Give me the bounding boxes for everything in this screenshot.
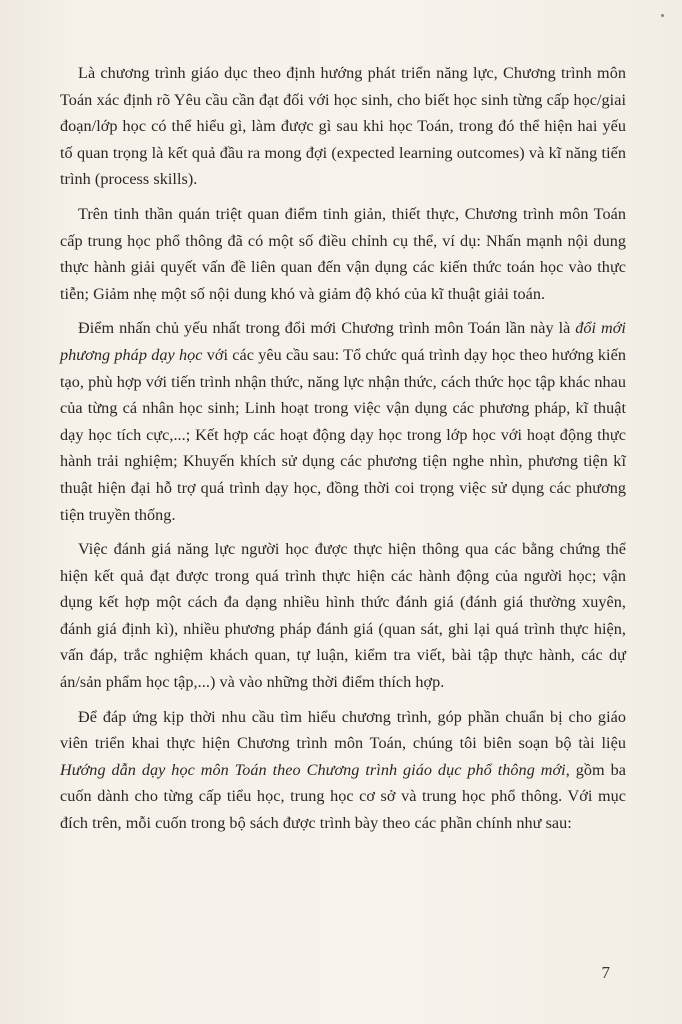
paragraph-3-italic: đổi mới phương pháp dạy học bbox=[60, 319, 626, 364]
paragraph-1: Là chương trình giáo dục theo định hướng phát triển năng lực, Chương trình môn Toán xác định rõ Yêu cầu cần đạt đối với học sinh, cho biết học sinh từng cấp học/giai đoạn/lớp học có thể hiểu gì, làm được gì sau khi học Toán, trong đó thể hiện hai yếu tố quan trọng là kết quả đầu ra mong đợi (expected learning outcomes) và kĩ năng tiến trình (process skills). bbox=[60, 64, 626, 189]
book-title-italic: Hướng dẫn dạy học môn Toán theo Chương trình giáo dục phổ thông mới bbox=[60, 760, 566, 779]
paragraph-5-text-before: Để đáp ứng kịp thời nhu cầu tìm hiểu chương trình, góp phần chuẩn bị cho giáo viên triển khai thực hiện Chương trình môn Toán, chúng tôi biên soạn bộ tài liệu bbox=[60, 707, 626, 753]
paragraph-2: Trên tinh thần quán triệt quan điểm tinh giản, thiết thực, Chương trình môn Toán cấp trung học phổ thông đã có một số điều chỉnh cụ thể, ví dụ: Nhấn mạnh nội dung thực hành giải quyết vấn đề liên quan đến vận dụng các kiến thức toán học vào thực tiễn; Giảm nhẹ một số nội dung khó và giảm độ khó của kĩ thuật giải toán. bbox=[60, 204, 626, 303]
paragraph-3-text-after: với các yêu cầu sau: Tổ chức quá trình dạy học theo hướng kiến tạo, phù hợp với tiến trình nhận thức, năng lực nhận thức, cách thức học tập khác nhau của từng cá nhân học sinh; Linh hoạt trong việc vận dụng các phương pháp, kĩ thuật dạy học tích cực,...; Kết hợp các hoạt động dạy học trong lớp học với hoạt động thực hành trải nghiệm; Khuyến khích sử dụng các phương tiện nghe nhìn, phương tiện kĩ thuật hiện đại hỗ trợ quá trình dạy học, đồng thời coi trọng việc sử dụng các phương tiện truyền thống. bbox=[60, 345, 626, 524]
paragraph-3 bbox=[60, 315, 626, 528]
page-number: 7 bbox=[601, 963, 610, 982]
paragraph-3-text-before: Điểm nhấn chủ yếu nhất trong đổi mới Chương trình môn Toán lần này là bbox=[78, 319, 576, 338]
body-text bbox=[60, 60, 626, 845]
paragraph-5-text-after: , gồm ba cuốn dành cho từng cấp tiểu học, trung học cơ sở và trung học phổ thông. Với mục đích trên, mỗi cuốn trong bộ sách được trình bày theo các phần chính như sau: bbox=[60, 760, 626, 833]
paragraph-4: Việc đánh giá năng lực người học được thực hiện thông qua các bằng chứng thể hiện kết quả đạt được trong quá trình thực hiện các hành động của người học; vận dụng kết hợp một cách đa dạng nhiều hình thức đánh giá (đánh giá thường xuyên, đánh giá định kì), nhiều phương pháp đánh giá (quan sát, ghi lại quá trình thực hiện, vấn đáp, trắc nghiệm khách quan, tự luận, kiểm tra viết, bài tập thực hành, các dự án/sản phẩm học tập,...) và vào những thời điểm thích hợp. bbox=[60, 540, 626, 692]
corner-dot bbox=[661, 14, 664, 17]
paragraph-5 bbox=[60, 704, 626, 837]
